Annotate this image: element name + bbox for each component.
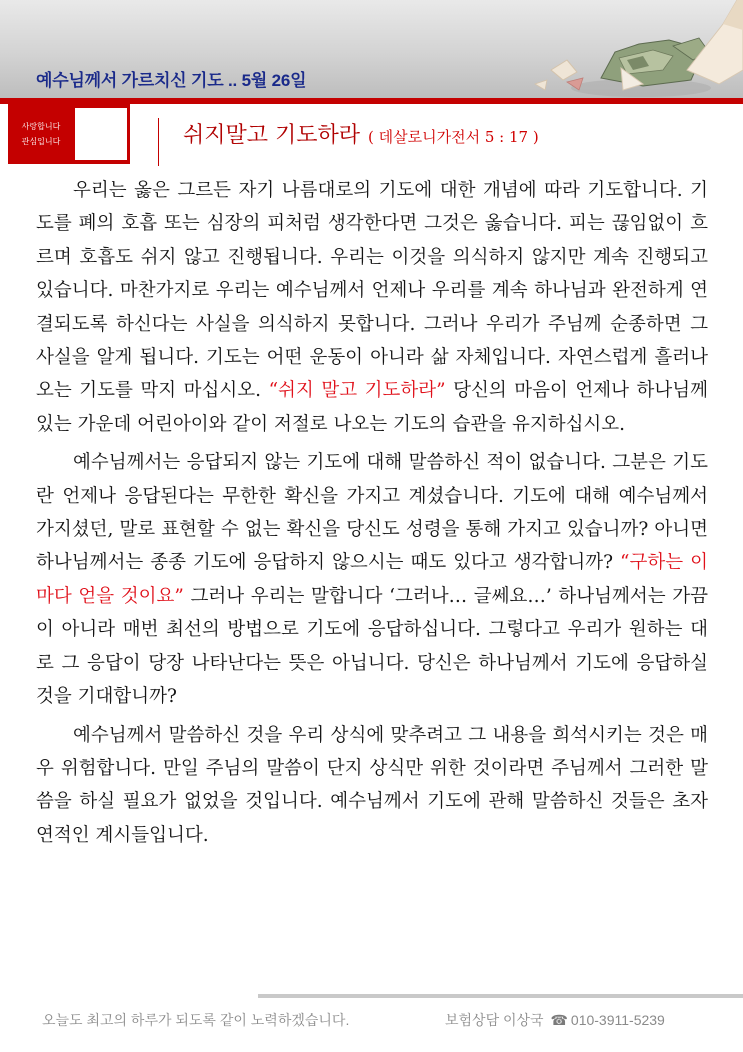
badge-line-2: 관심입니다 — [21, 137, 61, 146]
footer — [42, 1010, 722, 1030]
paragraph-2-text-b: 그러나 우리는 말합니다 ‘그러나… 글쎄요…’ 하나님께서는 가끔이 아니라 매번 최선의 방법으로 기도에 응답하십니다. 그렇다고 우리가 원하는 대로 그 응답이 당장 나타난다는 뜻은 아닙니다. 당신은 하나님께서 기도에 응답하실 것을 기대합니까? — [36, 585, 708, 708]
paragraph-1-text-a: 우리는 옳은 그르든 자기 나름대로의 기도에 대한 개념에 따라 기도합니다. 기도를 폐의 호흡 또는 심장의 피처럼 생각한다면 그것은 옳습니다. 피는 끊임없이 흐르며 호흡도 쉬지 않고 진행됩니다. 우리는 이것을 의식하지 않지만 계속 진행되고 있습니다. 마찬가지로 우리는 예수님께서 언제나 우리를 계속 하나님과 완전하게 연결되도록 하신다는 사실을 의식하지 못합니다. 그러나 우리가 주님께 순종하면 그 사실을 알게 됩니다. 기도는 어떤 운동이 아니라 삶 자체입니다. 자연스럽게 흘러나오는 기도를 막지 마십시오. — [36, 180, 708, 402]
heading-title: 쉬지말고 기도하라 — [183, 123, 361, 148]
badge-text — [9, 105, 73, 163]
footer-contact — [445, 1010, 665, 1030]
paragraph-2-text-a: 예수님께서는 응답되지 않는 기도에 대해 말씀하신 적이 없습니다. 그분은 기도란 언제나 응답된다는 무한한 확신을 가지고 계셨습니다. 기도에 대해 예수님께서 가지셨던, 말로 표현할 수 없는 확신을 당신도 성령을 통해 가지고 있습니까? 아니면 하나님께서는 종종 기도에 응답하지 않으시는 때도 있다고 생각합니까? — [36, 452, 708, 574]
paragraph-1-text-b: 당신의 마음이 언제나 하나님께 있는 가운데 어린아이와 같이 저절로 나오는 기도의 습관을 유지하십시오. — [36, 380, 708, 435]
scripture-reference: ( 데살로니가전서 5 : 17 ) — [368, 128, 539, 146]
scripture-quote-1: “쉬지 말고 기도하라” — [268, 380, 446, 402]
phone-number: 010-3911-5239 — [570, 1012, 665, 1028]
telephone-icon: ☎ — [550, 1012, 568, 1028]
side-badge — [8, 104, 130, 164]
scripture-quote-2: “구하는 이마다 얻을 것이요” — [36, 552, 708, 607]
footer-divider — [258, 994, 743, 998]
footer-motto: 오늘도 최고의 하루가 되도록 같이 노력하겠습니다. — [42, 1012, 350, 1028]
advisor-name: 보험상담 이상국 — [445, 1012, 544, 1028]
header-title: 예수님께서 가르치신 기도 .. 5월 26일 — [36, 71, 307, 90]
badge-blank-panel — [75, 108, 127, 160]
devotional-body — [36, 174, 708, 857]
paragraph-1 — [36, 174, 708, 441]
paragraph-2 — [36, 446, 708, 713]
paragraph-3: 예수님께서 말씀하신 것을 우리 상식에 맞추려고 그 내용을 희석시키는 것은 매우 위험합니다. 만일 주님의 말씀이 단지 상식만 위한 것이라면 주님께서 그러한 말씀을 하실 필요가 없었을 것입니다. 예수님께서 기도에 관해 말씀하신 것들은 초자연적인 계시들입니다. — [36, 724, 708, 846]
broken-eggshell-money-illustration — [523, 0, 743, 98]
heading — [158, 118, 539, 166]
badge-line-1: 사랑합니다 — [21, 122, 61, 131]
